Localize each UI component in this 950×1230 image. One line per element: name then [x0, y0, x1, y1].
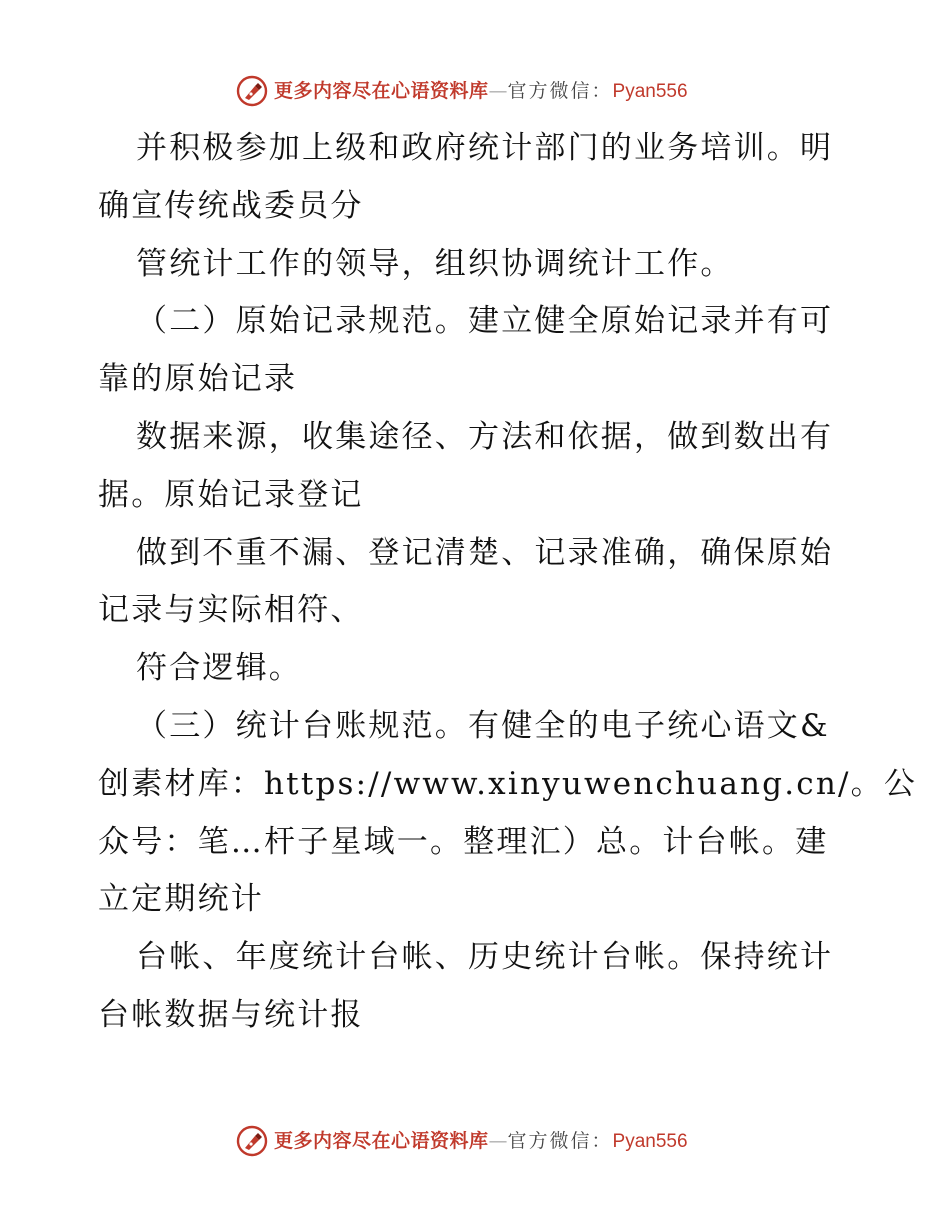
header-banner [236, 74, 688, 108]
banner-wechat-label: 官方微信： [507, 1129, 613, 1152]
document-body [98, 120, 918, 1045]
text-line: （三）统计台账规范。有健全的电子统心语文& [136, 707, 830, 744]
text-line: 立定期统计 [98, 881, 264, 918]
banner-main-text: 更多内容尽在心语资料库 [274, 1129, 489, 1152]
text-line: （二）原始记录规范。建立健全原始记录并有可 [136, 303, 834, 340]
text-line: 靠的原始记录 [98, 361, 298, 398]
text-line: 创素材库：https://www.xinyuwenchuang.cn/。公 [98, 765, 918, 802]
text-line: 并积极参加上级和政府统计部门的业务培训。明 [136, 130, 834, 166]
text-line: 确宣传统战委员分 [98, 187, 364, 224]
banner-wechat-id: Pyan556 [612, 80, 688, 102]
banner-wechat-label: 官方微信： [507, 79, 613, 102]
text-line: 台帐、年度统计台帐、历史统计台帐。保持统计 [136, 939, 834, 976]
text-line: 台帐数据与统计报 [98, 996, 364, 1033]
pen-nib-icon [236, 75, 268, 107]
text-line: 据。原始记录登记 [98, 476, 364, 513]
footer-banner [236, 1124, 688, 1158]
banner-separator: — [488, 1129, 508, 1152]
text-line: 记录与实际相符、 [98, 592, 364, 629]
text-line: 众号：笔…杆子星域一。整理汇）总。计台帐。建 [98, 823, 829, 860]
text-line: 数据来源，收集途径、方法和依据，做到数出有 [136, 418, 834, 455]
pen-nib-icon [236, 1125, 268, 1157]
banner-separator: — [488, 79, 508, 102]
banner-wechat-id: Pyan556 [612, 1130, 688, 1152]
banner-main-text: 更多内容尽在心语资料库 [274, 79, 489, 102]
text-line: 管统计工作的领导，组织协调统计工作。 [136, 245, 734, 282]
text-line: 做到不重不漏、登记清楚、记录准确，确保原始 [136, 534, 834, 571]
text-line: 符合逻辑。 [136, 650, 302, 687]
